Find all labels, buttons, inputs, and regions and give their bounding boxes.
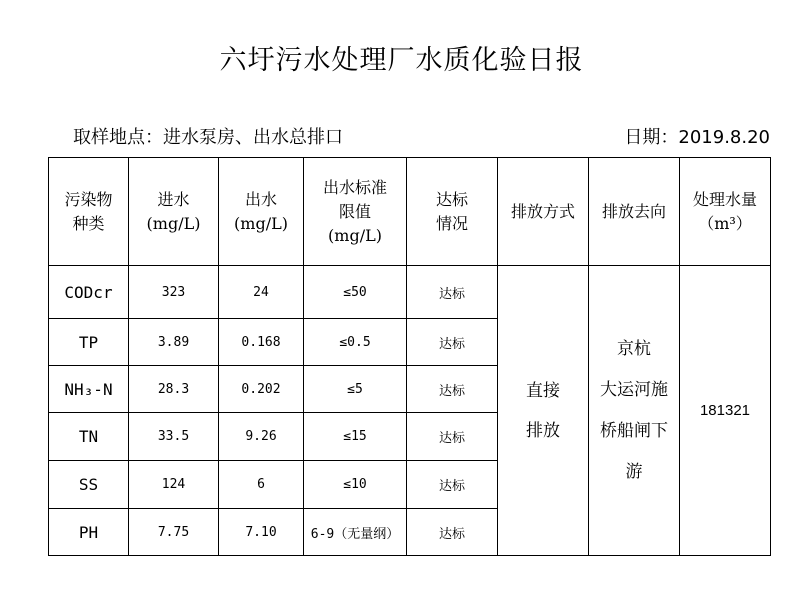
treated-volume-cell: 181321 bbox=[680, 266, 771, 556]
inflow-cell: 28.3 bbox=[129, 366, 219, 413]
compliance-cell: 达标 bbox=[407, 413, 498, 461]
header-volume: 处理水量 （m³） bbox=[680, 158, 771, 266]
limit-cell: ≤15 bbox=[304, 413, 407, 461]
header-compliance: 达标 情况 bbox=[407, 158, 498, 266]
pollutant-cell: SS bbox=[49, 461, 129, 509]
inflow-cell: 124 bbox=[129, 461, 219, 509]
header-discharge-destination: 排放去向 bbox=[589, 158, 680, 266]
header-discharge-method: 排放方式 bbox=[498, 158, 589, 266]
header-inflow: 进水 (mg/L) bbox=[129, 158, 219, 266]
discharge-destination-cell: 京杭 大运河施 桥船闸下 游 bbox=[589, 266, 680, 556]
report-title: 六圩污水处理厂水质化验日报 bbox=[219, 45, 584, 76]
inflow-cell: 323 bbox=[129, 266, 219, 319]
outflow-cell: 0.202 bbox=[219, 366, 304, 413]
outflow-cell: 0.168 bbox=[219, 319, 304, 366]
pollutant-cell: PH bbox=[49, 509, 129, 556]
outflow-cell: 24 bbox=[219, 266, 304, 319]
compliance-cell: 达标 bbox=[407, 266, 498, 319]
header-limit: 出水标准 限值 (mg/L) bbox=[304, 158, 407, 266]
inflow-cell: 3.89 bbox=[129, 319, 219, 366]
pollutant-cell: TP bbox=[49, 319, 129, 366]
pollutant-cell: CODcr bbox=[49, 266, 129, 319]
report-date: 日期：2019.8.20 bbox=[624, 127, 770, 148]
outflow-cell: 6 bbox=[219, 461, 304, 509]
limit-cell: ≤5 bbox=[304, 366, 407, 413]
compliance-cell: 达标 bbox=[407, 366, 498, 413]
limit-cell: 6-9（无量纲） bbox=[304, 509, 407, 556]
pollutant-cell: TN bbox=[49, 413, 129, 461]
discharge-method-cell: 直接 排放 bbox=[498, 266, 589, 556]
outflow-cell: 7.10 bbox=[219, 509, 304, 556]
pollutant-cell: NH₃-N bbox=[49, 366, 129, 413]
water-quality-table bbox=[48, 157, 771, 556]
limit-cell: ≤50 bbox=[304, 266, 407, 319]
compliance-cell: 达标 bbox=[407, 509, 498, 556]
sampling-location: 取样地点：进水泵房、出水总排口 bbox=[73, 127, 343, 148]
inflow-cell: 33.5 bbox=[129, 413, 219, 461]
header-outflow: 出水 (mg/L) bbox=[219, 158, 304, 266]
compliance-cell: 达标 bbox=[407, 319, 498, 366]
limit-cell: ≤10 bbox=[304, 461, 407, 509]
header-row bbox=[49, 158, 771, 266]
table-row bbox=[49, 266, 771, 319]
limit-cell: ≤0.5 bbox=[304, 319, 407, 366]
inflow-cell: 7.75 bbox=[129, 509, 219, 556]
outflow-cell: 9.26 bbox=[219, 413, 304, 461]
header-pollutant: 污染物 种类 bbox=[49, 158, 129, 266]
compliance-cell: 达标 bbox=[407, 461, 498, 509]
